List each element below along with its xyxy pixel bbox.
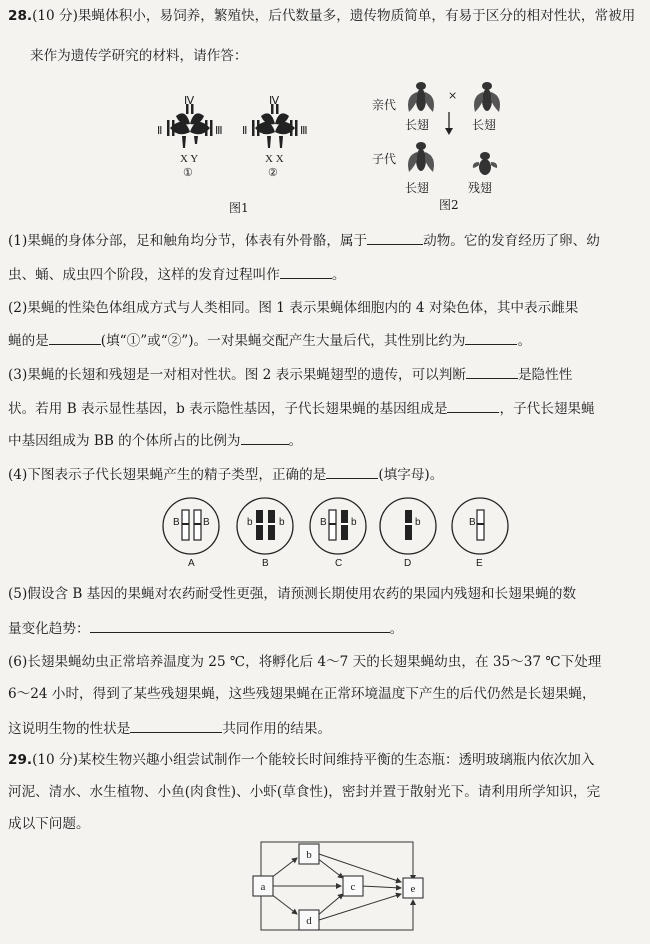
- fly-child-long-wing-icon: [404, 138, 438, 176]
- q28-p2-blank-2[interactable]: [465, 330, 517, 345]
- sperm-a-left-gene: B: [173, 517, 180, 528]
- fig1-c2-num: ②: [268, 167, 278, 179]
- fig1-c2-label-ii: Ⅱ: [242, 125, 248, 137]
- q28-p6-blank[interactable]: [130, 718, 222, 733]
- fig2-child-label: 子代: [372, 152, 397, 166]
- q28-p1-text-a: (1)果蝇的身体分部，足和触角均分节，体表有外骨骼，属于: [8, 233, 368, 249]
- q28-p5-text-c: 。: [389, 621, 404, 637]
- fig1-c2-label-iv: Ⅳ: [269, 95, 280, 107]
- sperm-b-right-gene: b: [279, 517, 285, 528]
- fig1-c1-label-iv: Ⅳ: [184, 95, 195, 107]
- sperm-a-letter: A: [188, 558, 195, 569]
- q28-p1-text-b: 动物。它的发育经历了卵、幼: [423, 233, 600, 249]
- fig1-c1-label-ii: Ⅱ: [157, 125, 163, 137]
- q28-intro-line1: [8, 6, 644, 26]
- arrow-down-icon: [444, 112, 454, 136]
- q28-p1-line1: [8, 230, 644, 251]
- q28-p2-text-b: 蝇的是: [8, 333, 49, 349]
- q28-p6-line1: (6)长翅果蝇幼虫正常培养温度为 25 ℃，将孵化后 4～7 天的长翅果蝇幼虫，在 35～37 ℃下处理: [8, 654, 602, 670]
- q28-p2-text-d: 。: [517, 333, 532, 349]
- sperm-c-right-gene: b: [351, 517, 357, 528]
- q28-p5-line2: [8, 618, 644, 639]
- node-d-label: d: [306, 915, 312, 927]
- q28-p1-blank-2[interactable]: [280, 264, 332, 279]
- q28-p5-blank[interactable]: [90, 618, 390, 633]
- q28-p1-blank-1[interactable]: [367, 230, 423, 245]
- q29-intro-line3: 成以下问题。: [8, 816, 90, 832]
- fig1-c1-sex: X Y: [180, 153, 199, 165]
- q29-intro-text-1: (10 分)某校生物兴趣小组尝试制作一个能较长时间维持平衡的生态瓶：透明玻璃瓶内依次加入: [32, 752, 595, 768]
- node-a-label: a: [260, 881, 266, 893]
- q29-number: 29.: [8, 752, 33, 768]
- fig2-caption: 图2: [439, 198, 459, 212]
- sperm-d-letter: D: [404, 558, 412, 569]
- q28-p3-blank-3[interactable]: [241, 430, 289, 445]
- q28-p3-blank-2[interactable]: [447, 398, 499, 413]
- fig1-caption: 图1: [229, 201, 249, 215]
- q28-p6-text-c: 这说明生物的性状是: [8, 721, 131, 737]
- q28-p3-text-e: 中基因组成为 BB 的个体所占的比例为: [8, 433, 241, 449]
- fly-child-vestigial-wing-icon: [468, 150, 502, 180]
- q28-p4-blank[interactable]: [326, 464, 378, 479]
- q28-p4-line: [8, 464, 644, 485]
- q28-p2-line2: [8, 330, 644, 351]
- q28-p3-line2: [8, 398, 644, 419]
- q28-p3-text-f: 。: [288, 433, 303, 449]
- q28-intro-line2: 来作为遗传学研究的材料，请作答：: [30, 48, 248, 64]
- q28-p6-line2: 6～24 小时，得到了某些残翅果蝇，这些残翅果蝇在正常环境温度下产生的后代仍然是长翅果蝇，: [8, 686, 596, 702]
- fig1-c2-sex: X X: [265, 153, 284, 165]
- node-e-label: e: [410, 883, 416, 895]
- q28-p3-text-b: 是隐性性: [517, 367, 573, 383]
- sperm-option-a[interactable]: [161, 496, 221, 556]
- q28-p3-blank-1[interactable]: [466, 364, 518, 379]
- q28-p3-line1: [8, 364, 644, 385]
- q29-intro-line1: [8, 750, 644, 770]
- ecosystem-diagram: [245, 834, 445, 944]
- sperm-option-b[interactable]: [235, 496, 295, 556]
- q29-intro-line2: 河泥、清水、水生植物、小鱼(肉食性)、小虾(草食性)，密封并置于散射光下。请利用所学知识，完: [8, 784, 601, 800]
- fly-parent-1-icon: [404, 78, 438, 116]
- fig2-parent-1: 长翅: [405, 118, 430, 132]
- q28-p3-line3: [8, 430, 644, 451]
- q28-p3-text-a: (3)果蝇的长翅和残翅是一对相对性状。图 2 表示果蝇翅型的遗传，可以判断: [8, 367, 466, 383]
- q28-intro-text-1: (10 分)果蝇体积小，易饲养，繁殖快，后代数量多，遗传物质简单，有易于区分的相对性状，常被用: [32, 8, 636, 24]
- sperm-c-left-gene: B: [320, 517, 327, 528]
- node-boxes: [253, 844, 423, 930]
- q28-p2-blank-1[interactable]: [49, 330, 101, 345]
- sperm-c-letter: C: [335, 558, 343, 569]
- fig2-child-1: 长翅: [405, 181, 430, 195]
- q28-p1-line2: [8, 264, 644, 285]
- q28-p4-text: (4)下图表示子代长翅果蝇产生的精子类型，正确的是: [8, 467, 327, 483]
- q28-number: 28.: [8, 8, 33, 24]
- q28-p4-text-end: (填字母)。: [378, 467, 444, 483]
- q28-p6-text-d: 共同作用的结果。: [222, 721, 332, 737]
- node-b-label: b: [306, 849, 312, 861]
- sperm-option-d[interactable]: [378, 496, 438, 556]
- fig2-parent-label: 亲代: [372, 98, 397, 112]
- sperm-e-letter: E: [476, 558, 483, 569]
- q28-p5-text-b: 量变化趋势：: [8, 621, 90, 637]
- sperm-a-right-gene: B: [203, 517, 210, 528]
- fly-parent-2-icon: [470, 78, 504, 116]
- fig1-c2-label-iii: Ⅲ: [300, 125, 308, 137]
- q28-p5-line1: (5)假设含 B 基因的果蝇对农药耐受性更强，请预测长期使用农药的果园内残翅和长翅果蝇的数: [8, 586, 577, 602]
- sperm-b-left-gene: b: [247, 517, 253, 528]
- sperm-e-left-gene: B: [469, 517, 476, 528]
- fig2-cross: ×: [448, 89, 458, 102]
- fig1-c1-label-iii: Ⅲ: [215, 125, 223, 137]
- sperm-d-right-gene: b: [415, 517, 421, 528]
- sperm-b-letter: B: [262, 558, 269, 569]
- q28-p2-text-c: (填“①”或“②”)。一对果蝇交配产生大量后代，其性别比约为: [100, 333, 466, 349]
- q28-p6-line3: [8, 718, 644, 739]
- sperm-option-e[interactable]: [450, 496, 510, 556]
- fig1-c1-num: ①: [183, 167, 193, 179]
- node-c-label: c: [350, 881, 356, 893]
- q28-p1-text-c: 虫、蛹、成虫四个阶段，这样的发育过程叫作: [8, 267, 280, 283]
- q28-p2-line1: (2)果蝇的性染色体组成方式与人类相同。图 1 表示果蝇体细胞内的 4 对染色体，其中表示雌果: [8, 300, 579, 316]
- sperm-option-c[interactable]: [308, 496, 368, 556]
- q28-p1-text-d: 。: [331, 267, 346, 283]
- fig2-parent-2: 长翅: [472, 118, 497, 132]
- fig2-child-2: 残翅: [468, 181, 493, 195]
- q28-p3-text-d: ，子代长翅果蝇: [499, 401, 595, 417]
- q28-p3-text-c: 状。若用 B 表示显性基因，b 表示隐性基因，子代长翅果蝇的基因组成是: [8, 401, 448, 417]
